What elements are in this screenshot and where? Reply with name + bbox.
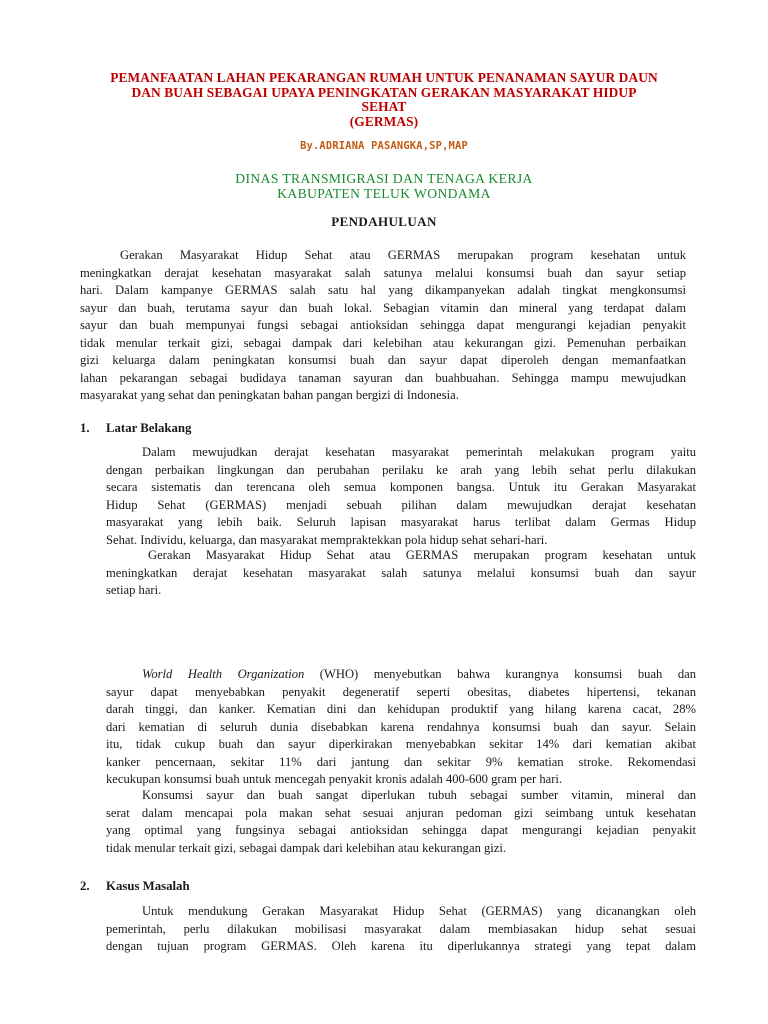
- agency-name: [0, 171, 768, 201]
- section-title: Latar Belakang: [106, 421, 192, 435]
- latar-belakang-paragraph-1: [106, 444, 696, 549]
- section-heading-kasus-masalah: [80, 879, 190, 894]
- section-heading-pendahuluan: PENDAHULUAN: [331, 214, 437, 229]
- text-line: hari. Dalam kampanye GERMAS salah satu hal yang dikampanyekan adalah tingkat mengkonsumsi: [80, 283, 686, 297]
- agency-line: KABUPATEN TELUK WONDAMA: [277, 186, 491, 201]
- kasus-masalah-paragraph-1: [106, 903, 696, 956]
- title-line: SEHAT: [361, 99, 407, 115]
- text-line: darah tinggi, dan kanker. Kematian dini dan kehidupan produktif yang hilang karena cacat, 28%: [106, 702, 696, 716]
- agency-line: DINAS TRANSMIGRASI DAN TENAGA KERJA: [235, 171, 533, 186]
- text-line: masyarakat yang lebih baik. Seluruh lapisan masyarakat harus terlibat dalam Germas Hidup: [106, 515, 696, 529]
- title-line: DAN BUAH SEBAGAI UPAYA PENINGKATAN GERAKAN MASYARAKAT HIDUP: [131, 84, 637, 100]
- section-number: 1.: [80, 421, 90, 435]
- text-line: Gerakan Masyarakat Hidup Sehat atau GERMAS merupakan program kesehatan untuk: [120, 248, 686, 262]
- text-line: gizi keluarga dalam peningkatan konsumsi buah dan sayur dapat diperoleh dengan memanfaatkan: [80, 353, 686, 367]
- text-line: sayur dan buah, terutama sayur dan buah lokal. Sebagian vitamin dan mineral yang terdapat dalam: [80, 300, 686, 315]
- text-line: dari kematian di seluruh dunia disebabkan karena rendahnya konsumsi buah dan sayur. Selain: [106, 719, 696, 734]
- text-line: masyarakat yang sehat dan peningkatan bahan pangan bergizi di Indonesia.: [80, 388, 459, 402]
- title-line: (GERMAS): [349, 113, 419, 129]
- latar-belakang-paragraph-3: [106, 666, 696, 789]
- text-line: Sehat. Individu, keluarga, dan masyarakat mempraktekkan pola hidup sehat sehari-hari.: [106, 532, 548, 547]
- text-segment: (WHO) menyebutkan bahwa kurangnya konsumsi buah dan: [304, 667, 696, 681]
- text-line: tidak menular terkait gizi, sebagai dampak dari kelebihan atau kekurangan gizi.: [106, 840, 507, 855]
- text-line: secara sistematis dan terencana oleh semua komponen bangsa. Untuk itu Gerakan Masyarakat: [106, 480, 696, 494]
- text-line: serat dalam mencapai pola makan sehat sesuai anjuran pedoman gizi seimbang untuk kesehatan: [106, 805, 696, 820]
- text-line: meningkatkan derajat kesehatan masyarakat salah satunya melalui konsumsi buah dan sayur setiap: [80, 265, 686, 280]
- latar-belakang-paragraph-2: [106, 547, 696, 600]
- text-line: Dalam mewujudkan derajat kesehatan masyarakat pemerintah melakukan program yaitu: [142, 445, 696, 459]
- text-line: itu, tidak cukup buah dan sayur diperkirakan menyebabkan sekitar 14% dari kematian akibat: [106, 737, 696, 751]
- section-heading-latar-belakang: [80, 421, 191, 436]
- text-line: kanker pencernaan, sekitar 11% dari jantung dan sekitar 9% kematian stroke. Rekomendasi: [106, 754, 696, 769]
- text-line: Hidup Sehat (GERMAS) menjadi sebuah pilihan dalam mewujudkan derajat kesehatan: [106, 497, 696, 512]
- text-line: tidak menular terkait gizi, sebagai dampak dari kelebihan atau kekurangan gizi. Pemenuhan perbaikan: [80, 335, 686, 350]
- text-line: sayur dan buah mempunyai fungsi sebagai antioksidan sehingga dapat mengurangi kejadian penyakit: [80, 318, 686, 332]
- title-line: PEMANFAATAN LAHAN PEKARANGAN RUMAH UNTUK PENANAMAN SAYUR DAUN: [110, 70, 658, 85]
- intro-paragraph: [80, 247, 686, 405]
- section-number: 2.: [80, 879, 90, 893]
- text-line: kecukupan konsumsi buah untuk mencegah penyakit kronis adalah 400-600 gram per hari.: [106, 772, 563, 786]
- who-italic: World Health Organization: [142, 667, 305, 681]
- text-line: meningkatkan derajat kesehatan masyarakat salah satunya melalui konsumsi buah dan sayur: [106, 565, 696, 580]
- text-line: dengan tujuan program GERMAS. Oleh karena itu diperlukannya strategi yang tepat dalam: [106, 939, 696, 953]
- text-line: setiap hari.: [106, 583, 162, 597]
- text-line: yang optimal yang fungsinya sebagai antioksidan sehingga dapat mengurangi kejadian penyakit: [106, 823, 696, 837]
- text-line: sayur dapat menyebabkan penyakit degeneratif seperti obesitas, diabetes hipertensi, tekanan: [106, 684, 696, 699]
- text-line: dengan perbaikan lingkungan dan perubahan perilaku ke arah yang lebih sehat perlu dilakukan: [106, 462, 696, 477]
- document-title: [70, 71, 698, 129]
- section-title: Kasus Masalah: [106, 879, 190, 893]
- text-line: Konsumsi sayur dan buah sangat diperlukan tubuh sebagai sumber vitamin, mineral dan: [142, 788, 696, 802]
- latar-belakang-paragraph-4: [106, 787, 696, 857]
- text-line: [106, 666, 696, 684]
- author-byline: By.ADRIANA PASANGKA,SP,MAP: [300, 140, 468, 152]
- text-line: Gerakan Masyarakat Hidup Sehat atau GERMAS merupakan program kesehatan untuk: [148, 548, 696, 562]
- text-line: lahan pekarangan sebagai budidaya tanaman sayuran dan buahbuahan. Sehingga mampu mewujudkan: [80, 370, 686, 385]
- text-line: Untuk mendukung Gerakan Masyarakat Hidup Sehat (GERMAS) yang dicanangkan oleh: [142, 904, 696, 918]
- text-line: pemerintah, perlu dilakukan mobilisasi masyarakat dalam membiasakan hidup sehat sesuai: [106, 921, 696, 936]
